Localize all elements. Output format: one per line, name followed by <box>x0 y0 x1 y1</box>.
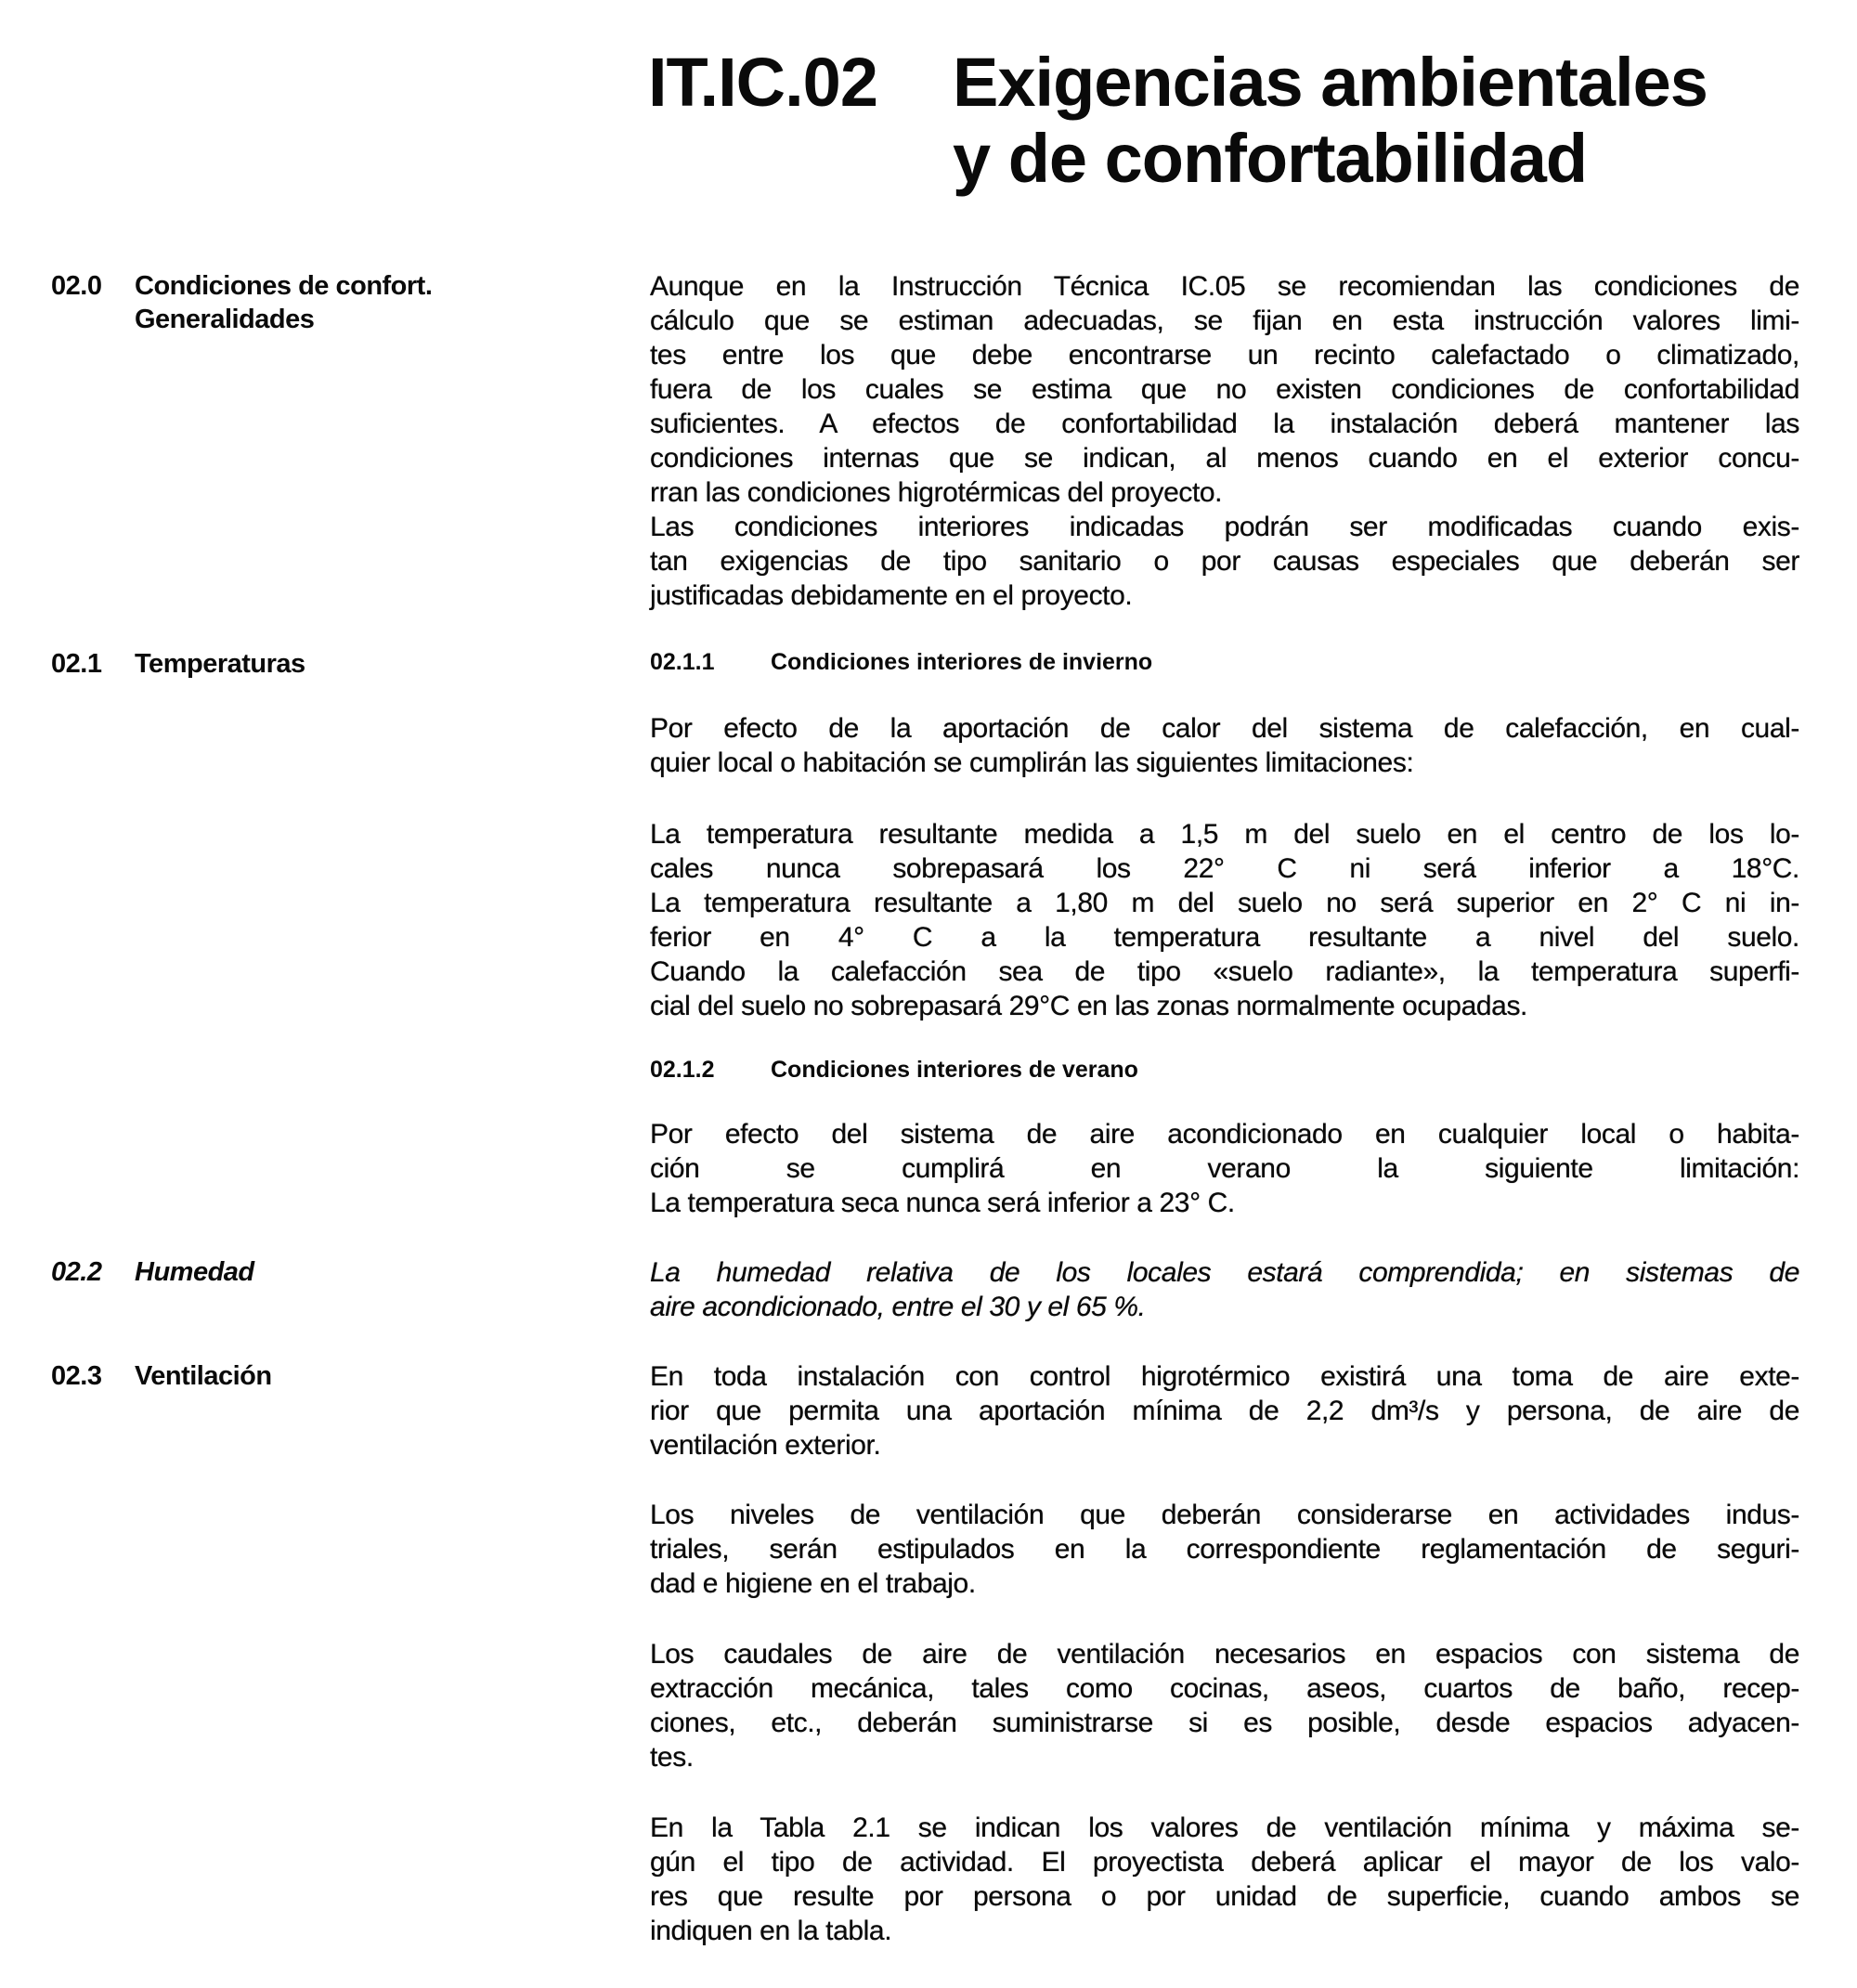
subsection-label: Condiciones interiores de verano <box>771 1057 1138 1083</box>
text-line: indiquen en la tabla. <box>650 1916 892 1946</box>
title-code: IT.IC.02 <box>648 44 877 121</box>
text-line: rran las condiciones higrotérmicas del proyecto. <box>650 477 1223 508</box>
text-line: Cuando la calefacción sea de tipo «suelo radiante», la temperatura superfi- <box>650 956 1799 987</box>
text-line: La temperatura seca nunca será inferior a 23° C. <box>650 1188 1235 1218</box>
text-line: La temperatura resultante medida a 1,5 m del suelo en el centro de los lo- <box>650 819 1799 850</box>
text-line: En la Tabla 2.1 se indican los valores de ventilación mínima y máxima se- <box>650 1813 1799 1843</box>
section-label: Temperaturas <box>135 649 305 679</box>
section-number: 02.2 <box>51 1257 102 1287</box>
title-line-1: Exigencias ambientales <box>953 44 1708 121</box>
text-line: cálculo que se estiman adecuadas, se fijan en esta instrucción valores limi- <box>650 305 1799 336</box>
text-line: suficientes. A efectos de confortabilidad la instalación deberá mantener las <box>650 409 1799 439</box>
text-line: quier local o habitación se cumplirán las siguientes limitaciones: <box>650 747 1414 778</box>
paragraph-02-3-c <box>650 1637 1799 1774</box>
text-line: Aunque en la Instrucción Técnica IC.05 se recomiendan las condiciones de <box>650 271 1799 302</box>
text-line: triales, serán estipulados en la correspondiente reglamentación de seguri- <box>650 1534 1799 1565</box>
section-label-cont: Generalidades <box>135 305 315 334</box>
paragraph-02-1-1-limits <box>650 817 1799 1023</box>
text-line: Por efecto del sistema de aire acondicionado en cualquier local o habita- <box>650 1119 1799 1150</box>
text-line: gún el tipo de actividad. El proyectista deberá aplicar el mayor de los valo- <box>650 1847 1799 1878</box>
text-line: tes. <box>650 1742 694 1773</box>
text-line: tan exigencias de tipo sanitario o por causas especiales que deberán ser <box>650 546 1799 577</box>
text-line: ventilación exterior. <box>650 1430 881 1461</box>
text-line: ferior en 4° C a la temperatura resultante a nivel del suelo. <box>650 922 1799 953</box>
section-label: Humedad <box>135 1257 254 1287</box>
title-line-2: y de confortabilidad <box>953 120 1588 197</box>
text-line: extracción mecánica, tales como cocinas, aseos, cuartos de baño, recep- <box>650 1673 1799 1704</box>
subsection-heading-02-1-1 <box>650 647 1152 677</box>
text-line: aire acondicionado, entre el 30 y el 65 %. <box>650 1292 1146 1322</box>
section-heading-02-3 <box>51 1359 272 1393</box>
section-number: 02.3 <box>51 1361 102 1391</box>
text-line: condiciones internas que se indican, al menos cuando en el exterior concu- <box>650 443 1799 474</box>
text-line: dad e higiene en el trabajo. <box>650 1568 976 1599</box>
text-line: La humedad relativa de los locales estará comprendida; en sistemas de <box>650 1257 1799 1288</box>
subsection-number: 02.1.1 <box>650 649 715 675</box>
text-line: cales nunca sobrepasará los 22° C ni será inferior a 18°C. <box>650 853 1799 884</box>
text-line: ción se cumplirá en verano la siguiente limitación: <box>650 1153 1799 1184</box>
section-heading-02-1 <box>51 647 305 681</box>
text-line: justificadas debidamente en el proyecto. <box>650 580 1133 611</box>
text-line: tes entre los que debe encontrarse un recinto calefactado o climatizado, <box>650 340 1799 370</box>
section-number: 02.0 <box>51 271 102 301</box>
text-line: Los caudales de aire de ventilación necesarios en espacios con sistema de <box>650 1639 1799 1670</box>
text-line: rior que permita una aportación mínima de 2,2 dm³/s y persona, de aire de <box>650 1396 1799 1426</box>
subsection-heading-02-1-2 <box>650 1055 1138 1085</box>
paragraph-02-1-2 <box>650 1117 1799 1220</box>
text-line: Por efecto de la aportación de calor del sistema de calefacción, en cual- <box>650 713 1799 744</box>
text-line: En toda instalación con control higrotérmico existirá una toma de aire exte- <box>650 1361 1799 1392</box>
section-heading-02-0 <box>51 269 432 336</box>
subsection-label: Condiciones interiores de invierno <box>771 649 1153 675</box>
paragraph-02-2 <box>650 1255 1799 1324</box>
text-line: ciones, etc., deberán suministrarse si es posible, desde espacios adyacen- <box>650 1708 1799 1738</box>
text-line: La temperatura resultante a 1,80 m del suelo no será superior en 2° C ni in- <box>650 888 1799 918</box>
paragraph-02-3-d <box>650 1811 1799 1948</box>
text-line: fuera de los cuales se estima que no existen condiciones de confortabilidad <box>650 374 1799 405</box>
section-number: 02.1 <box>51 649 102 679</box>
paragraph-02-3-b <box>650 1498 1799 1601</box>
paragraph-02-1-1-intro <box>650 711 1799 780</box>
section-heading-02-2 <box>51 1255 254 1289</box>
text-line: Las condiciones interiores indicadas podrán ser modificadas cuando exis- <box>650 512 1799 542</box>
section-label: Condiciones de confort. <box>135 271 433 301</box>
section-label: Ventilación <box>135 1361 272 1391</box>
text-line: Los niveles de ventilación que deberán considerarse en actividades indus- <box>650 1500 1799 1530</box>
paragraph-02-0 <box>650 269 1799 613</box>
paragraph-02-3-a <box>650 1359 1799 1462</box>
text-line: res que resulte por persona o por unidad de superficie, cuando ambos se <box>650 1881 1799 1912</box>
page-title <box>648 45 1708 197</box>
text-line: cial del suelo no sobrepasará 29°C en las zonas normalmente ocupadas. <box>650 991 1527 1021</box>
subsection-number: 02.1.2 <box>650 1057 715 1083</box>
